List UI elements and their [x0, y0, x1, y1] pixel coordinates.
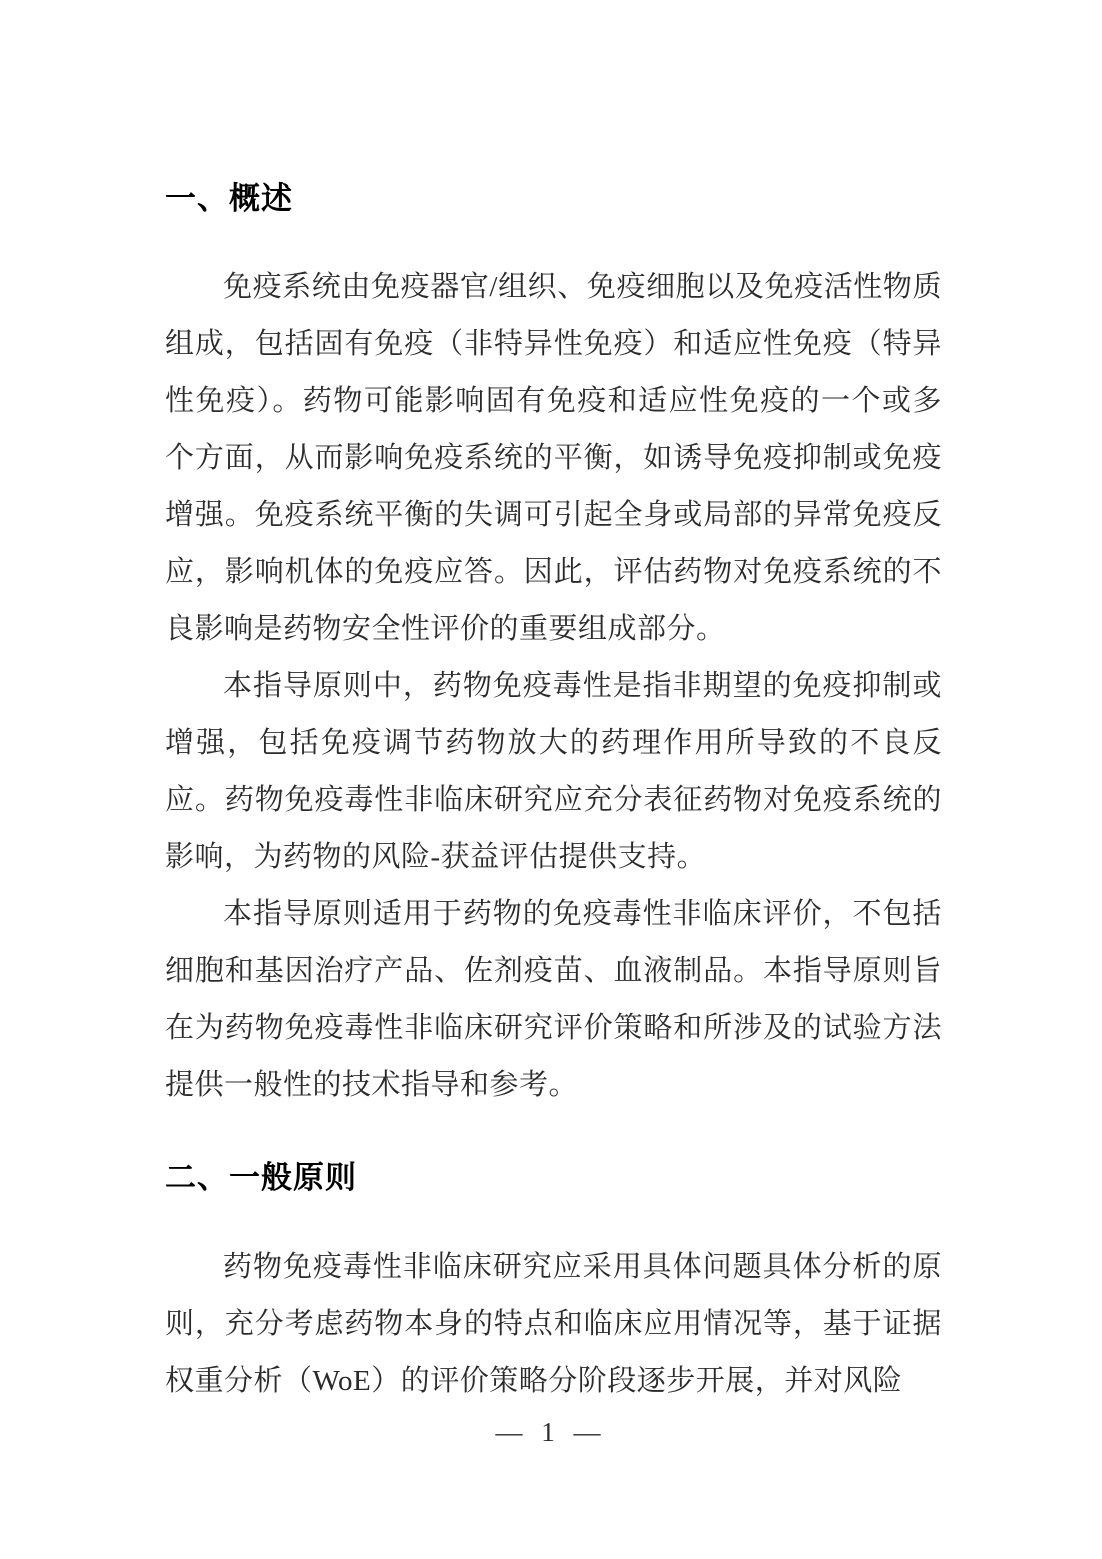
overview-paragraph-2: 本指导原则中，药物免疫毒性是指非期望的免疫抑制或增强，包括免疫调节药物放大的药理作用所导致的不良反应。药物免疫毒性非临床研究应充分表征药物对免疫系统的影响，为药物的风险-获益评估提供支持。: [165, 670, 942, 873]
overview-paragraph-3: 本指导原则适用于药物的免疫毒性非临床评价，不包括细胞和基因治疗产品、佐剂疫苗、血液制品。本指导原则旨在为药物免疫毒性非临床研究评价策略和所涉及的试验方法提供一般性的技术指导和参考。: [165, 898, 942, 1101]
page-number: — 1 —: [495, 1417, 607, 1447]
overview-paragraph-1: 免疫系统由免疫器官/组织、免疫细胞以及免疫活性物质组成，包括固有免疫（非特异性免疫）和适应性免疫（特异性免疫）。药物可能影响固有免疫和适应性免疫的一个或多个方面，从而影响免疫系统的平衡，如诱导免疫抑制或免疫增强。免疫系统平衡的失调可引起全身或局部的异常免疫反应，影响机体的免疫应答。因此，评估药物对免疫系统的不良影响是药物安全性评价的重要组成部分。: [165, 271, 942, 645]
section-heading-overview: 一、概述: [165, 181, 293, 216]
general-principles-paragraph-1: 药物免疫毒性非临床研究应采用具体问题具体分析的原则，充分考虑药物本身的特点和临床应用情况等，基于证据权重分析（WoE）的评价策略分阶段逐步开展，并对风险: [165, 1251, 942, 1397]
section-heading-general-principles: 二、一般原则: [165, 1160, 357, 1195]
page-content: [165, 0, 942, 1410]
